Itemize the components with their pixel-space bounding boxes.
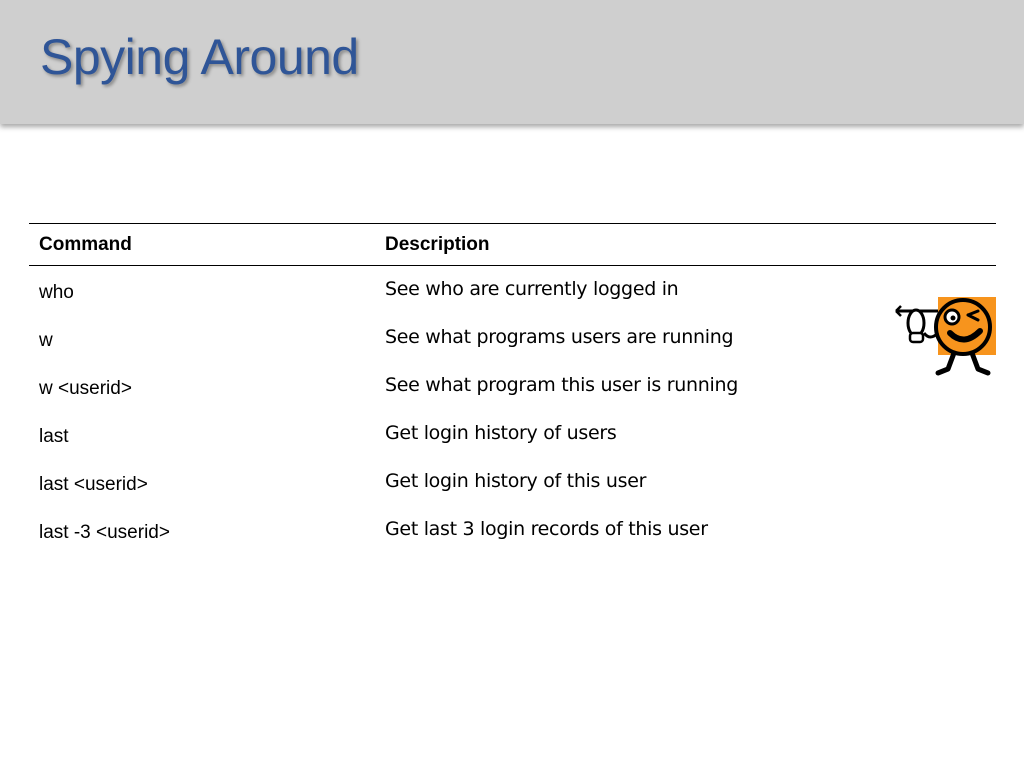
command-cell: who: [39, 282, 74, 303]
table-row: [29, 362, 996, 410]
description-cell: See who are currently logged in: [385, 278, 679, 300]
slide-title: Spying Around: [40, 29, 359, 85]
table-row: [29, 458, 996, 506]
header-command: Command: [29, 224, 375, 266]
table-row: [29, 314, 996, 362]
mascot-leg-left: [938, 353, 954, 373]
command-cell: last: [39, 426, 69, 447]
command-cell: last -3 <userid>: [39, 522, 170, 543]
mascot-head: [936, 300, 990, 354]
description-cell: See what program this user is running: [385, 374, 738, 396]
command-cell: last <userid>: [39, 474, 148, 495]
description-cell: See what programs users are running: [385, 326, 734, 348]
title-bar: [0, 0, 1024, 124]
mascot-leg-right: [972, 353, 988, 373]
description-cell: Get last 3 login records of this user: [385, 518, 708, 540]
command-cell: w: [39, 330, 53, 351]
description-cell: Get login history of users: [385, 422, 617, 444]
table-row: [29, 410, 996, 458]
table-row: [29, 506, 996, 554]
spy-mascot-icon: [890, 293, 1002, 381]
header-description: Description: [375, 224, 996, 266]
command-cell: w <userid>: [39, 378, 132, 399]
table-row: [29, 266, 996, 315]
table-header-row: [29, 224, 996, 266]
commands-table: [29, 223, 996, 554]
description-cell: Get login history of this user: [385, 470, 647, 492]
